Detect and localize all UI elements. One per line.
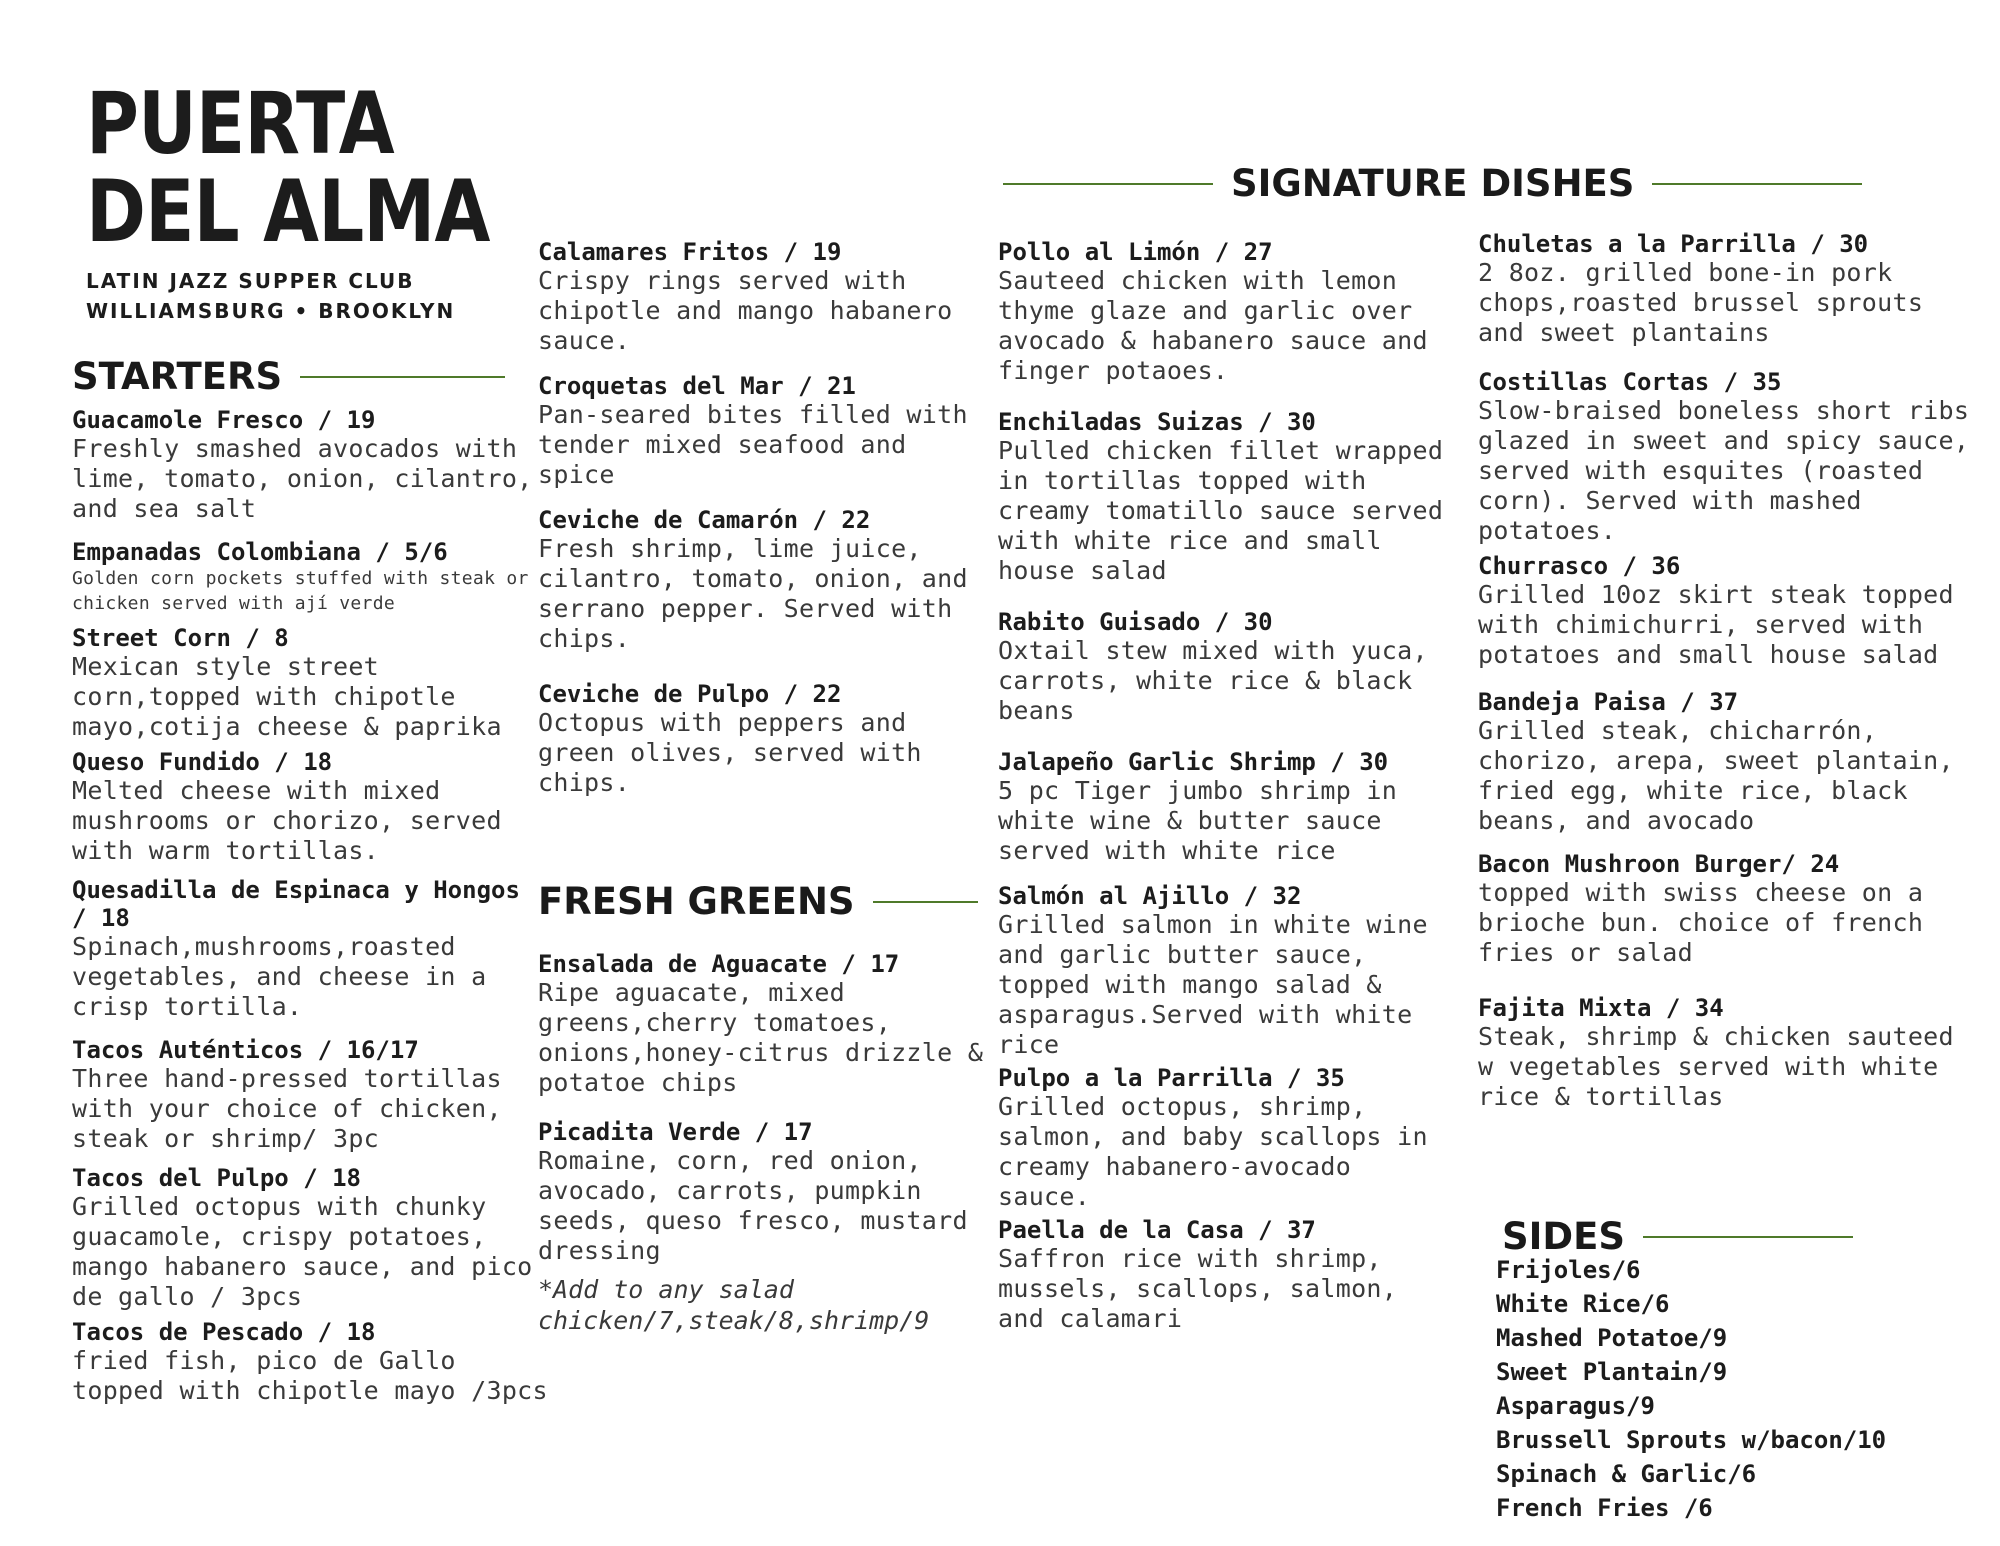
menu-item	[998, 748, 1458, 866]
side-item: White Rice/6	[1496, 1290, 1670, 1318]
item-name: Street Corn / 8	[72, 624, 289, 652]
menu-item	[72, 1036, 542, 1154]
item-name: Tacos del Pulpo / 18	[72, 1164, 361, 1192]
starters-column	[72, 406, 548, 1406]
item-name: Tacos de Pescado / 18	[72, 1318, 376, 1346]
item-description: Grilled 10oz skirt steak topped with chimichurri, served with potatoes and small house salad	[1478, 580, 1954, 669]
section-header-sides	[1502, 1215, 1853, 1258]
menu-item	[72, 1164, 542, 1312]
section-rule	[1003, 183, 1213, 185]
menu-item	[1478, 688, 1983, 836]
item-description: 5 pc Tiger jumbo shrimp in white wine & butter sauce served with white rice	[998, 776, 1398, 865]
item-name: Ceviche de Camarón / 22	[538, 506, 871, 534]
side-item: Frijoles/6	[1496, 1256, 1641, 1284]
item-description: Steak, shrimp & chicken sauteed w vegetables served with white rice & tortillas	[1478, 1022, 1954, 1111]
item-description: Freshly smashed avocados with lime, tomato, onion, cilantro, and sea salt	[72, 434, 533, 523]
logo-tagline: LATIN JAZZ SUPPER CLUB	[86, 269, 415, 293]
menu-item	[998, 408, 1458, 586]
item-description: Pulled chicken fillet wrapped in tortillas topped with creamy tomatillo sauce served with white rice and small house salad	[998, 436, 1444, 585]
item-name: Jalapeño Garlic Shrimp / 30	[998, 748, 1389, 776]
item-description: topped with swiss cheese on a brioche bun. choice of french fries or salad	[1478, 878, 1924, 967]
menu-item	[538, 1118, 988, 1266]
side-item: Brussell Sprouts w/bacon/10	[1496, 1426, 1887, 1454]
item-name: Guacamole Fresco / 19	[72, 406, 376, 434]
item-name: Costillas Cortas / 35	[1478, 368, 1782, 396]
section-rule	[873, 901, 978, 903]
item-name: Quesadilla de Espinaca y Hongos / 18	[72, 876, 520, 932]
item-name: Fajita Mixta / 34	[1478, 994, 1724, 1022]
item-description: Ripe aguacate, mixed greens,cherry tomatoes, onions,honey-citrus drizzle & potatoe chips	[538, 978, 984, 1097]
menu-item	[538, 506, 978, 654]
item-name: Bacon Mushroon Burger/ 24	[1478, 850, 1840, 878]
menu-item	[1478, 368, 1983, 546]
menu-item	[1478, 994, 1983, 1112]
logo-line-1: PUERTA	[86, 74, 394, 174]
menu-item	[1478, 552, 1983, 670]
menu-item	[72, 406, 542, 524]
item-name: Ceviche de Pulpo / 22	[538, 680, 842, 708]
section-title-sides: SIDES	[1502, 1215, 1626, 1258]
section-rule	[300, 376, 505, 378]
side-item: Spinach & Garlic/6	[1496, 1460, 1757, 1488]
item-description: Saffron rice with shrimp, mussels, scallops, salmon, and calamari	[998, 1244, 1398, 1333]
item-name: Picadita Verde / 17	[538, 1118, 813, 1146]
signature-column-2	[1478, 230, 1983, 1112]
menu-item	[538, 950, 988, 1098]
item-description: Pan-seared bites filled with tender mixed seafood and spice	[538, 400, 968, 489]
menu-item	[72, 748, 542, 866]
item-description: Grilled octopus with chunky guacamole, crispy potatoes, mango habanero sauce, and pico de gallo / 3pcs	[72, 1192, 533, 1311]
item-description: Golden corn pockets stuffed with steak or chicken served with ají verde	[72, 568, 529, 614]
sides-list	[1496, 1253, 1976, 1525]
item-name: Rabito Guisado / 30	[998, 608, 1273, 636]
item-name: Bandeja Paisa / 37	[1478, 688, 1739, 716]
section-rule	[1652, 183, 1862, 185]
item-description: Three hand-pressed tortillas with your choice of chicken, steak or shrimp/ 3pc	[72, 1064, 502, 1153]
item-description: Spinach,mushrooms,roasted vegetables, and cheese in a crisp tortilla.	[72, 932, 487, 1021]
item-name: Enchiladas Suizas / 30	[998, 408, 1316, 436]
menu-item	[72, 624, 542, 742]
item-description: Grilled salmon in white wine and garlic butter sauce, topped with mango salad & asparagus.Served with white rice	[998, 910, 1428, 1059]
menu-item	[72, 876, 542, 1022]
item-name: Pollo al Limón / 27	[998, 238, 1273, 266]
starters-column-2	[538, 238, 978, 798]
menu-item	[1478, 230, 1983, 348]
item-name: Queso Fundido / 18	[72, 748, 333, 776]
logo-line-2: DEL ALMA	[86, 162, 490, 262]
section-header-fresh-greens	[538, 880, 978, 923]
side-item: Mashed Potatoe/9	[1496, 1324, 1728, 1352]
menu-item	[72, 1318, 548, 1406]
item-name: Calamares Fritos / 19	[538, 238, 842, 266]
item-name: Empanadas Colombiana / 5/6	[72, 538, 448, 566]
item-description: Octopus with peppers and green olives, served with chips.	[538, 708, 922, 797]
menu-item	[538, 238, 978, 356]
section-rule	[1643, 1236, 1853, 1238]
item-name: Pulpo a la Parrilla / 35	[998, 1064, 1345, 1092]
side-item: French Fries /6	[1496, 1494, 1713, 1522]
item-name: Ensalada de Aguacate / 17	[538, 950, 900, 978]
item-description: Romaine, corn, red onion, avocado, carrots, pumpkin seeds, queso fresco, mustard dressing	[538, 1146, 968, 1265]
item-description: 2 8oz. grilled bone-in pork chops,roasted brussel sprouts and sweet plantains	[1478, 258, 1924, 347]
logo-location: WILLIAMSBURG • BROOKLYN	[86, 299, 456, 323]
menu-item	[998, 882, 1458, 1060]
item-name: Croquetas del Mar / 21	[538, 372, 856, 400]
restaurant-logo	[86, 74, 490, 326]
item-description: Melted cheese with mixed mushrooms or chorizo, served with warm tortillas.	[72, 776, 502, 865]
item-description: Slow-braised boneless short ribs glazed in sweet and spicy sauce, served with esquites (roasted corn). Served with mashed potatoes.	[1478, 396, 1970, 545]
menu-item	[998, 238, 1458, 386]
section-header-starters	[72, 355, 505, 398]
item-name: Salmón al Ajillo / 32	[998, 882, 1302, 910]
item-name: Tacos Auténticos / 16/17	[72, 1036, 419, 1064]
item-description: Mexican style street corn,topped with chipotle mayo,cotija cheese & paprika	[72, 652, 502, 741]
side-item: Asparagus/9	[1496, 1392, 1655, 1420]
section-title-signature: SIGNATURE DISHES	[1231, 162, 1635, 205]
section-title-starters: STARTERS	[72, 355, 283, 398]
menu-item	[998, 1216, 1458, 1334]
section-title-fresh-greens: FRESH GREENS	[538, 880, 855, 923]
side-item: Sweet Plantain/9	[1496, 1358, 1728, 1386]
signature-column-1	[998, 238, 1458, 1334]
item-description: Grilled octopus, shrimp, salmon, and baby scallops in creamy habanero-avocado sauce.	[998, 1092, 1428, 1211]
item-description: Sauteed chicken with lemon thyme glaze and garlic over avocado & habanero sauce and finger potaoes.	[998, 266, 1428, 385]
menu-item	[538, 372, 978, 490]
item-description: fried fish, pico de Gallo topped with chipotle mayo /3pcs	[72, 1346, 548, 1405]
salad-addon-note: *Add to any salad chicken/7,steak/8,shrimp/9	[538, 1275, 930, 1335]
item-description: Oxtail stew mixed with yuca, carrots, white rice & black beans	[998, 636, 1428, 725]
item-description: Crispy rings served with chipotle and mango habanero sauce.	[538, 266, 953, 355]
item-name: Paella de la Casa / 37	[998, 1216, 1316, 1244]
section-header-signature	[1003, 162, 1862, 205]
menu-item	[998, 608, 1458, 726]
item-description: Fresh shrimp, lime juice, cilantro, tomato, onion, and serrano pepper. Served with chips.	[538, 534, 968, 653]
menu-item	[538, 680, 978, 798]
item-name: Churrasco / 36	[1478, 552, 1681, 580]
item-name: Chuletas a la Parrilla / 30	[1478, 230, 1869, 258]
item-description: Grilled steak, chicharrón, chorizo, arepa, sweet plantain, fried egg, white rice, black beans, and avocado	[1478, 716, 1954, 835]
greens-column	[538, 950, 988, 1336]
menu-item	[998, 1064, 1458, 1212]
menu-item	[1478, 850, 1983, 968]
menu-item	[72, 538, 542, 616]
